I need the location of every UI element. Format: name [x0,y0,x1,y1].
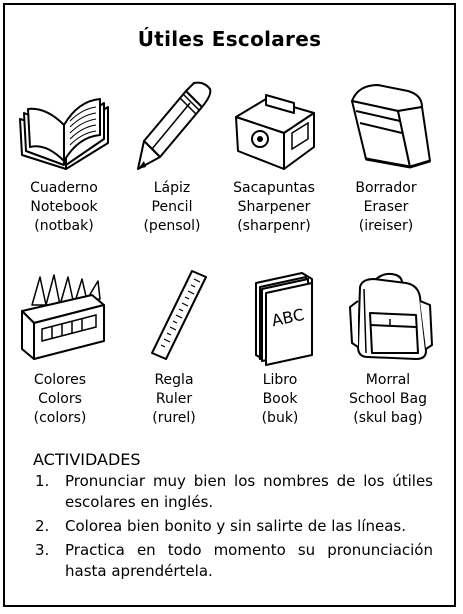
item-pencil [117,77,227,236]
activity-item [33,540,433,582]
item-english: Eraser [363,199,409,215]
activity-text: Colorea bien bonito y sin salirte de las líneas. [65,517,407,535]
item-spanish: Lápiz [153,180,191,196]
item-backpack [333,267,443,428]
activity-number: 1. [35,472,50,490]
activity-text: Practica en todo momento su pronunciación hasta aprendértela. [65,541,433,580]
item-english: Notebook [30,199,98,215]
book-icon [232,267,328,367]
item-english: Sharpener [237,199,311,215]
item-pronunciation: (ireiser) [358,218,414,234]
ruler-icon [126,267,222,367]
pencil-icon [124,77,220,177]
activity-number: 3. [35,541,50,559]
backpack-icon [340,267,436,367]
item-spanish: Borrador [355,180,417,196]
worksheet [3,3,456,607]
item-spanish: Libro [262,372,298,388]
item-pronunciation: (notbak) [34,218,94,234]
item-pronunciation: (sharpenr) [237,218,311,234]
item-pronunciation: (colors) [33,410,87,426]
item-spanish: Regla [154,372,194,388]
activities-heading: ACTIVIDADES [33,450,141,469]
item-pronunciation: (buk) [261,410,299,426]
item-english: School Bag [349,391,427,407]
item-pronunciation: (pensol) [143,218,201,234]
sharpener-icon [226,77,322,177]
item-english: Colors [38,391,82,407]
activity-item [33,471,433,513]
page-title: Útiles Escolares [137,27,322,51]
item-spanish: Colores [33,372,87,388]
item-book [225,267,335,428]
activities-section [33,449,433,585]
book-cover-text: ABC [269,304,306,331]
activity-number: 2. [35,517,50,535]
item-english: Pencil [151,199,193,215]
item-notebook [9,77,119,236]
item-pronunciation: (rurel) [152,410,196,426]
item-pronunciation: (skul bag) [353,410,423,426]
activity-text: Pronunciar muy bien los nombres de los útiles escolares en inglés. [65,472,433,511]
item-eraser [331,77,441,236]
eraser-icon [338,77,434,177]
item-english: Book [262,391,298,407]
item-ruler [119,267,229,428]
activities-list [33,471,433,582]
item-spanish: Morral [365,372,411,388]
item-english: Ruler [155,391,193,407]
colored-pencils-icon [12,267,108,367]
item-colored-pencils [5,267,115,428]
notebook-icon [16,77,112,177]
item-spanish: Sacapuntas [233,180,315,196]
activity-item [33,516,433,537]
item-sharpener [219,77,329,236]
item-spanish: Cuaderno [30,180,98,196]
